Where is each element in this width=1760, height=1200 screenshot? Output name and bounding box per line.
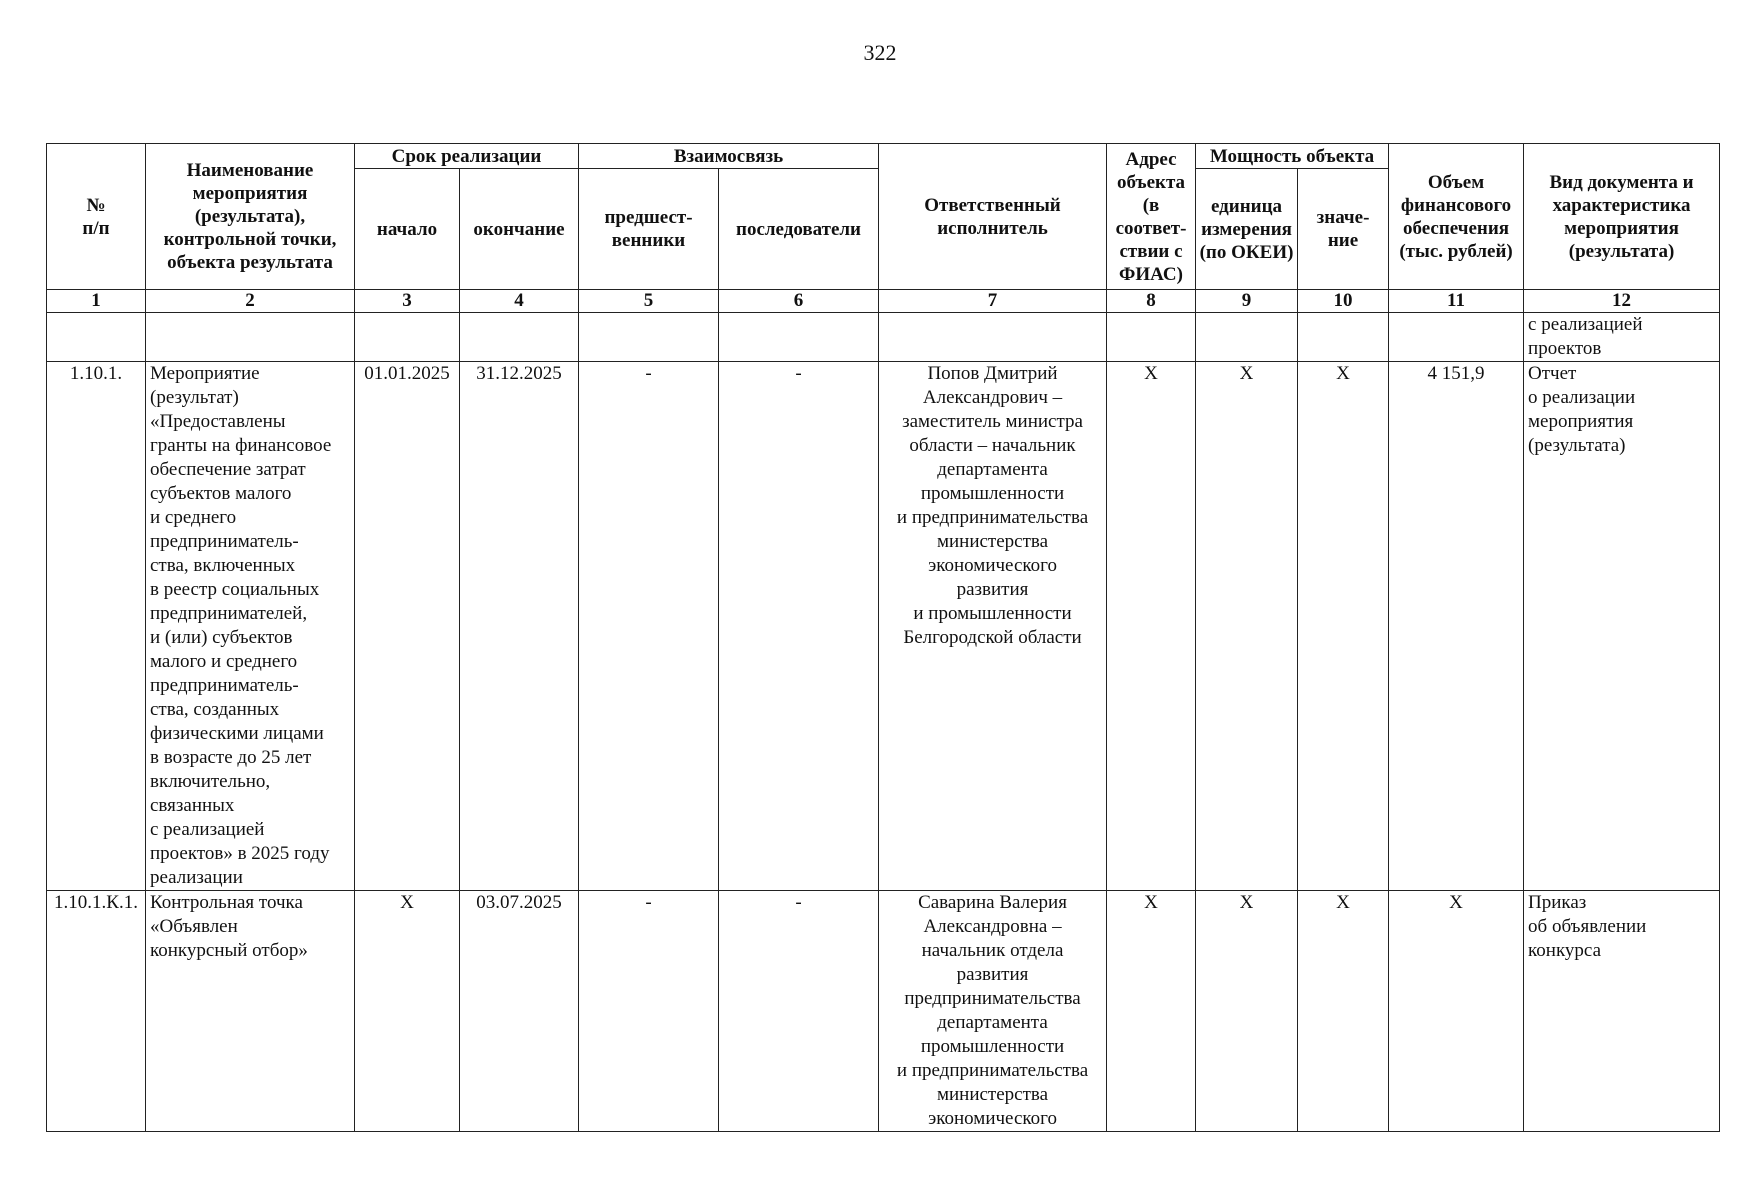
end-cell: 31.12.2025 [460,362,579,891]
start-cell: Х [355,891,460,1132]
header-responsible: Ответственный исполнитель [879,144,1107,290]
table-cell [579,313,719,362]
column-number: 10 [1298,290,1389,313]
header-unit: единица измерения (по ОКЕИ) [1196,169,1298,290]
name-cell: Контрольная точка «Объявлен конкурсный отбор» [146,891,355,1132]
end-cell: 03.07.2025 [460,891,579,1132]
table-row [47,891,1720,1132]
table-cell [47,313,146,362]
header-capacity: Мощность объекта [1196,144,1389,169]
successors-cell: - [719,891,879,1132]
doc-type-cell: Приказ об объявлении конкурса [1524,891,1720,1132]
table-cell [719,313,879,362]
value-cell: Х [1298,891,1389,1132]
table-cell [1389,313,1524,362]
table-cell [460,313,579,362]
column-number: 3 [355,290,460,313]
column-number: 5 [579,290,719,313]
column-number: 9 [1196,290,1298,313]
name-cell: Мероприятие (результат) «Предоставлены гранты на финансовое обеспечение затрат субъектов малого и среднего предприниматель- ства, включенных в реестр социальных предпринимателей, и (или) субъектов малого и среднего предприниматель- ства, созданных физическими лицами в возрасте до 25 лет включительно, связанных с реализацией проектов» в 2025 году реализации [146,362,355,891]
address-cell: Х [1107,362,1196,891]
header-term-start: начало [355,169,460,290]
header-predecessors: предшест- венники [579,169,719,290]
column-number: 6 [719,290,879,313]
header-relation: Взаимосвязь [579,144,879,169]
doc-type-cell: с реализацией проектов [1524,313,1720,362]
column-number: 12 [1524,290,1720,313]
page-number: 322 [863,40,897,65]
address-cell: Х [1107,891,1196,1132]
responsible-cell: Попов Дмитрий Александрович – заместитель министра области – начальник департамента промышленности и предпринимательства министерства экономического развития и промышленности Белгородской области [879,362,1107,891]
table-cell [1196,313,1298,362]
header-row-top [47,144,1720,169]
table-cell [1107,313,1196,362]
table-cell [355,313,460,362]
continuation-row [47,313,1720,362]
header-name: Наименование мероприятия (результата), контрольной точки, объекта результата [146,144,355,290]
column-number: 7 [879,290,1107,313]
header-num: № п/п [47,144,146,290]
value-cell: Х [1298,362,1389,891]
predecessors-cell: - [579,362,719,891]
column-number: 2 [146,290,355,313]
doc-type-cell: Отчет о реализации мероприятия (результата) [1524,362,1720,891]
header-doc-type: Вид документа и характеристика мероприятия (результата) [1524,144,1720,290]
header-term-end: окончание [460,169,579,290]
column-number: 1 [47,290,146,313]
column-number: 4 [460,290,579,313]
column-number: 8 [1107,290,1196,313]
responsible-cell: Саварина Валерия Александровна – начальник отдела развития предпринимательства департамента промышленности и предпринимательства министерства экономического [879,891,1107,1132]
table-row [47,362,1720,891]
unit-cell: Х [1196,891,1298,1132]
header-finance: Объем финансового обеспечения (тыс. рублей) [1389,144,1524,290]
header-value: значе- ние [1298,169,1389,290]
header-address: Адрес объекта (в соответ- ствии с ФИАС) [1107,144,1196,290]
num-cell: 1.10.1. [47,362,146,891]
num-cell: 1.10.1.К.1. [47,891,146,1132]
table-cell [879,313,1107,362]
successors-cell: - [719,362,879,891]
unit-cell: Х [1196,362,1298,891]
table-cell [146,313,355,362]
header-successors: последователи [719,169,879,290]
finance-cell: 4 151,9 [1389,362,1524,891]
activities-table [46,143,1720,1132]
table-cell [1298,313,1389,362]
column-numbers-row [47,290,1720,313]
column-number: 11 [1389,290,1524,313]
predecessors-cell: - [579,891,719,1132]
finance-cell: Х [1389,891,1524,1132]
start-cell: 01.01.2025 [355,362,460,891]
header-term: Срок реализации [355,144,579,169]
